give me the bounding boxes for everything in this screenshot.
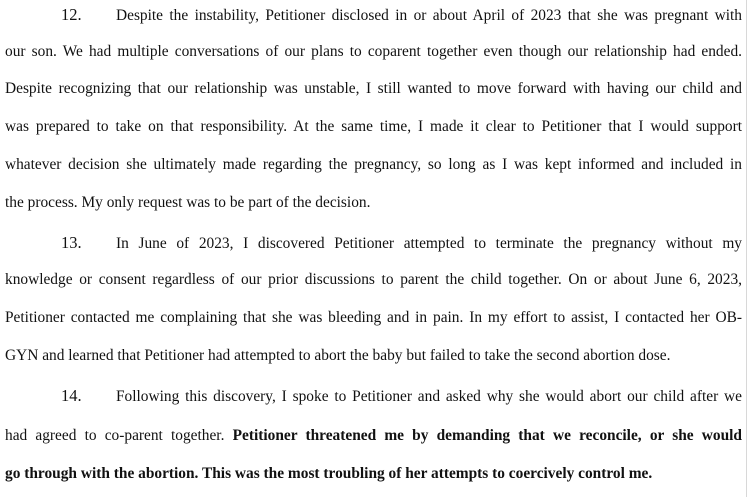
paragraph-13-text-1: In June of 2023, I discovered Petitioner attempted to terminate the pregnancy without my [116,235,742,252]
paragraph-12-line-4: was prepared to take on that responsibility. At the same time, I made it clear to Petitioner that I would support [5,118,742,135]
paragraph-number-12: 12. [61,5,82,24]
paragraph-14-bold-line-3: go through with the abortion. This was the most troubling of her attempts to coercively control me. [5,465,653,482]
paragraph-13-line-1 [5,233,742,254]
paragraph-14-line-1 [5,386,742,407]
paragraph-14-text-2: had agreed to co-parent together. [5,427,225,444]
paragraph-12-line-3: Despite recognizing that our relationship was unstable, I still wanted to move forward with having our child and [5,80,742,97]
paragraph-12-line-5: whatever decision she ultimately made regarding the pregnancy, so long as I was kept informed and included in [5,156,742,173]
paragraph-12-line-6: the process. My only request was to be part of the decision. [5,194,371,211]
paragraph-14-text-1: Following this discovery, I spoke to Petitioner and asked why she would abort our child after we [116,388,742,405]
paragraph-number-14: 14. [61,386,82,405]
paragraph-13-line-2: knowledge or consent regardless of our prior discussions to parent the child together. On or about June 6, 2023, [5,271,742,288]
paragraph-12-text-1: Despite the instability, Petitioner disclosed in or about April of 2023 that she was pregnant with [116,7,742,24]
paragraph-13-line-4: GYN and learned that Petitioner had attempted to abort the baby but failed to take the second abortion dose. [5,347,671,364]
paragraph-12-line-1 [5,5,742,26]
page-right-border [746,0,747,497]
paragraph-12-line-2: our son. We had multiple conversations of our plans to coparent together even though our relationship had ended. [5,43,742,60]
paragraph-number-13: 13. [61,233,82,252]
paragraph-14-bold-text-1: Petitioner threatened me by demanding that we reconcile, or she would [232,427,742,444]
paragraph-13-line-3: Petitioner contacted me complaining that she was bleeding and in pain. In my effort to assist, I contacted her OB- [5,309,742,326]
paragraph-14-line-2 [5,426,742,446]
